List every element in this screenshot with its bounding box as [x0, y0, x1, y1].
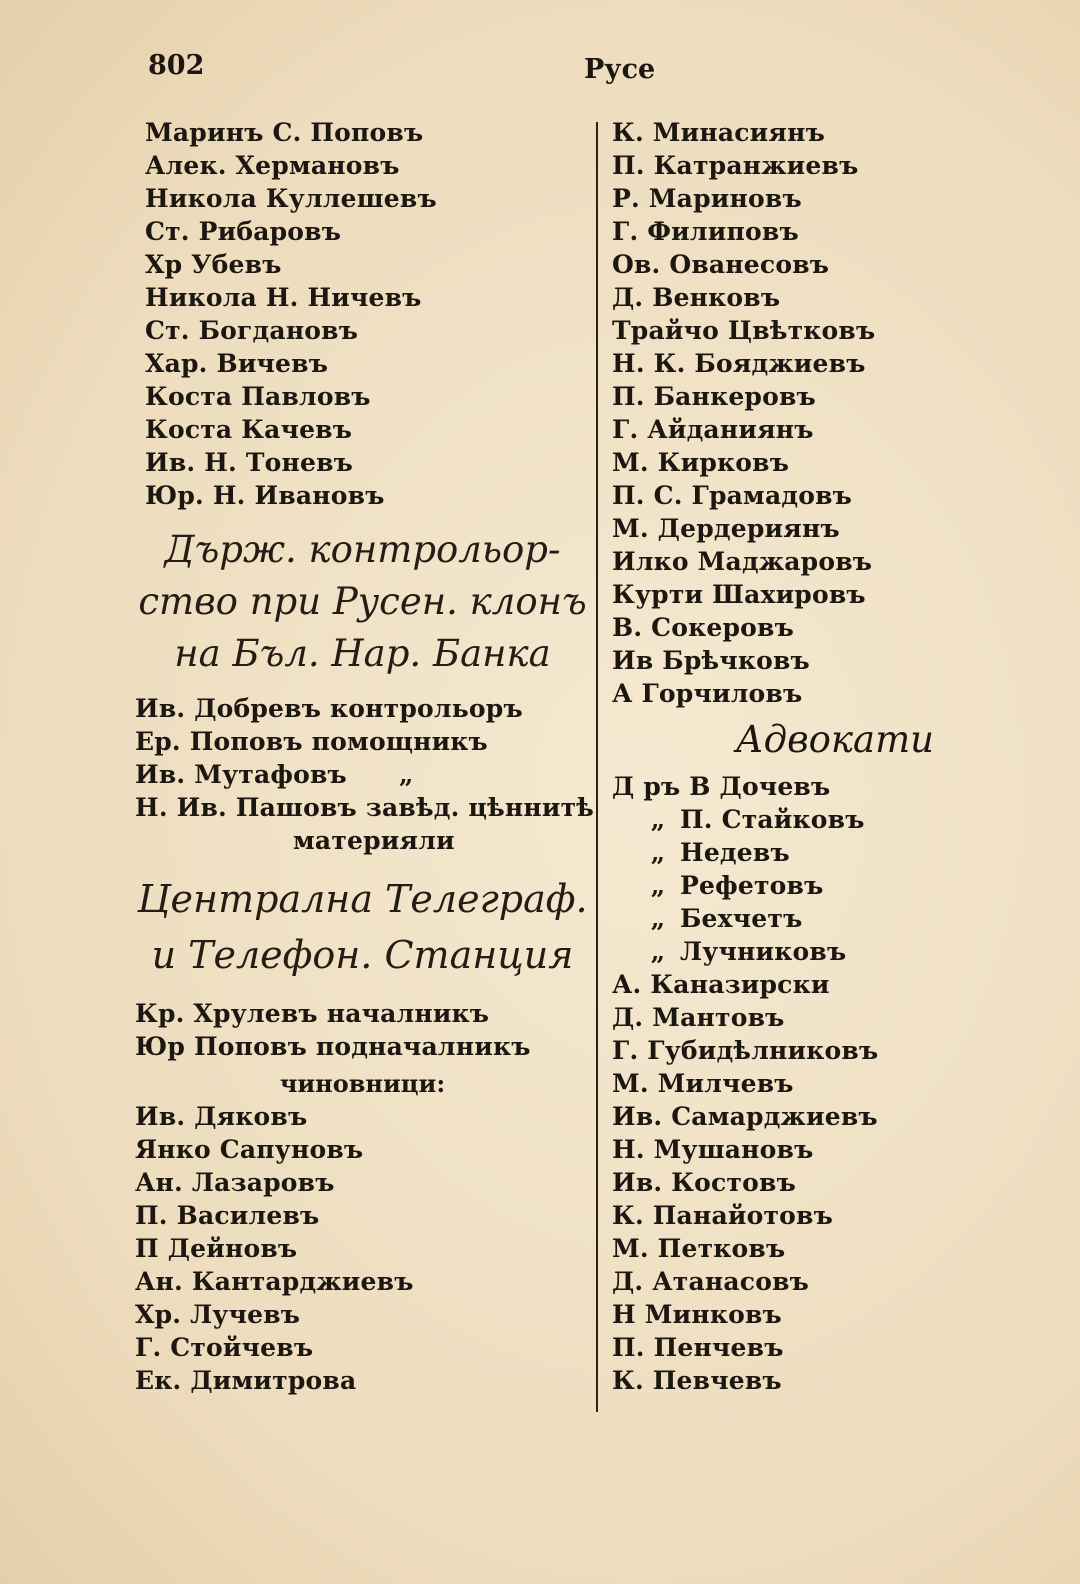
list-item: Хар. Вичевъ [145, 349, 329, 378]
entry-name: Недевъ [680, 838, 790, 867]
list-item: Никола Куллешевъ [145, 184, 437, 213]
list-item: Курти Шахировъ [612, 580, 866, 609]
list-item: Коста Качевъ [145, 415, 353, 444]
subheading-clerks: чиновници: [279, 1069, 446, 1098]
ditto-mark: „ [650, 805, 666, 834]
list-item: П. Банкеровъ [612, 382, 816, 411]
names-list [612, 116, 992, 710]
running-head-title: Русе [584, 54, 656, 85]
list-item: Никола Н. Ничевъ [145, 283, 422, 312]
list-item [612, 902, 992, 935]
list-item: Г. Айданиянъ [612, 415, 814, 444]
list-item: Н Минковъ [612, 1300, 782, 1329]
officials-list [135, 116, 590, 512]
list-item: Ов. Ованесовъ [612, 250, 830, 279]
list-item [612, 836, 992, 869]
list-item: Ст. Богдановъ [145, 316, 359, 345]
list-item: Ив. Костовъ [612, 1168, 796, 1197]
list-item: Ер. Поповъ помощникъ [135, 727, 488, 756]
list-item: М. Петковъ [612, 1234, 786, 1263]
list-item: Д. Мантовъ [612, 1003, 785, 1032]
list-item: М. Милчевъ [612, 1069, 794, 1098]
list-item [612, 869, 992, 902]
list-item: М. Кирковъ [612, 448, 790, 477]
list-item: А Горчиловъ [612, 679, 803, 708]
entry-name: П. Стайковъ [680, 805, 865, 834]
list-item: Д. Венковъ [612, 283, 781, 312]
list-item: Илко Маджаровъ [612, 547, 873, 576]
section-heading-advocates: Адвокати [735, 718, 934, 761]
heading-line: Държ. контрольор- [164, 528, 561, 571]
list-item: Н. Ив. Пашовъ завѣд. цѣннитѣ [135, 793, 595, 822]
list-item: Трайчо Цвѣтковъ [612, 316, 876, 345]
list-item: Ек. Димитрова [135, 1366, 357, 1395]
list-item: Р. Мариновъ [612, 184, 802, 213]
list-item: К. Панайотовъ [612, 1201, 833, 1230]
list-item [612, 803, 992, 836]
list-item: Г. Губидѣлниковъ [612, 1036, 879, 1065]
telegraph-staff [135, 997, 590, 1397]
list-item: Кр. Хрулевъ началникъ [135, 999, 490, 1028]
list-item: Г. Стойчевъ [135, 1333, 314, 1362]
left-column [135, 116, 595, 1397]
ditto-mark: „ [650, 871, 666, 900]
list-item: Алек. Хермановъ [145, 151, 400, 180]
list-item: Хр. Лучевъ [135, 1300, 301, 1329]
list-item: П. Пенчевъ [612, 1333, 784, 1362]
list-item: К. Минасиянъ [612, 118, 825, 147]
list-item: Ив. Дяковъ [135, 1102, 308, 1131]
ditto-mark: „ [650, 937, 666, 966]
ditto-mark: „ [398, 760, 414, 789]
entry-name: Рефетовъ [680, 871, 824, 900]
list-item: Н. Мушановъ [612, 1135, 814, 1164]
list-item: Коста Павловъ [145, 382, 371, 411]
list-item: Ст. Рибаровъ [145, 217, 342, 246]
list-item: П Дейновъ [135, 1234, 298, 1263]
list-item: А. Каназирски [612, 970, 830, 999]
list-item-continuation: материяли [293, 826, 455, 855]
ditto-mark: „ [650, 904, 666, 933]
ditto-mark: „ [650, 838, 666, 867]
section-heading-control-office [135, 524, 590, 680]
list-item: Ив. Самарджиевъ [612, 1102, 878, 1131]
page-number: 802 [148, 50, 205, 81]
list-item: П. Василевъ [135, 1201, 320, 1230]
list-item: Ан. Лазаровъ [135, 1168, 335, 1197]
list-item: Г. Филиповъ [612, 217, 799, 246]
heading-line: на Бъл. Нар. Банка [174, 632, 551, 675]
list-item: Н. К. Бояджиевъ [612, 349, 866, 378]
list-item: Янко Сапуновъ [135, 1135, 364, 1164]
list-item: Юр Поповъ подначалникъ [135, 1032, 531, 1061]
list-item: Д ръ В Дочевъ [612, 772, 831, 801]
entry-name: Лучниковъ [680, 937, 847, 966]
list-item: В. Сокеровъ [612, 613, 794, 642]
list-item: Хр Убевъ [145, 250, 282, 279]
entry-name: Ив. Мутафовъ [135, 760, 347, 789]
list-item [135, 758, 590, 791]
list-item: Ив Брѣчковъ [612, 646, 810, 675]
right-column [612, 116, 992, 1397]
list-item: П. С. Грамадовъ [612, 481, 853, 510]
heading-line: и Телефон. Станция [151, 933, 574, 977]
list-item: Ив. Добревъ контрольоръ [135, 694, 523, 723]
heading-line: Централна Телеграф. [137, 877, 588, 921]
list-item [612, 935, 992, 968]
list-item: Маринъ С. Поповъ [145, 118, 424, 147]
entry-name: Бехчетъ [680, 904, 803, 933]
advocates-list [612, 770, 992, 1397]
list-item: Ан. Кантарджиевъ [135, 1267, 414, 1296]
heading-line: ство при Русен. клонъ [138, 580, 587, 623]
section-heading-telegraph [135, 871, 590, 983]
list-item: Юр. Н. Ивановъ [145, 481, 385, 510]
list-item: К. Певчевъ [612, 1366, 782, 1395]
list-item: П. Катранжиевъ [612, 151, 859, 180]
list-item: М. Дердериянъ [612, 514, 840, 543]
list-item: Ив. Н. Тоневъ [145, 448, 354, 477]
control-office-staff [135, 692, 595, 857]
list-item: Д. Атанасовъ [612, 1267, 810, 1296]
column-divider [596, 122, 598, 1412]
